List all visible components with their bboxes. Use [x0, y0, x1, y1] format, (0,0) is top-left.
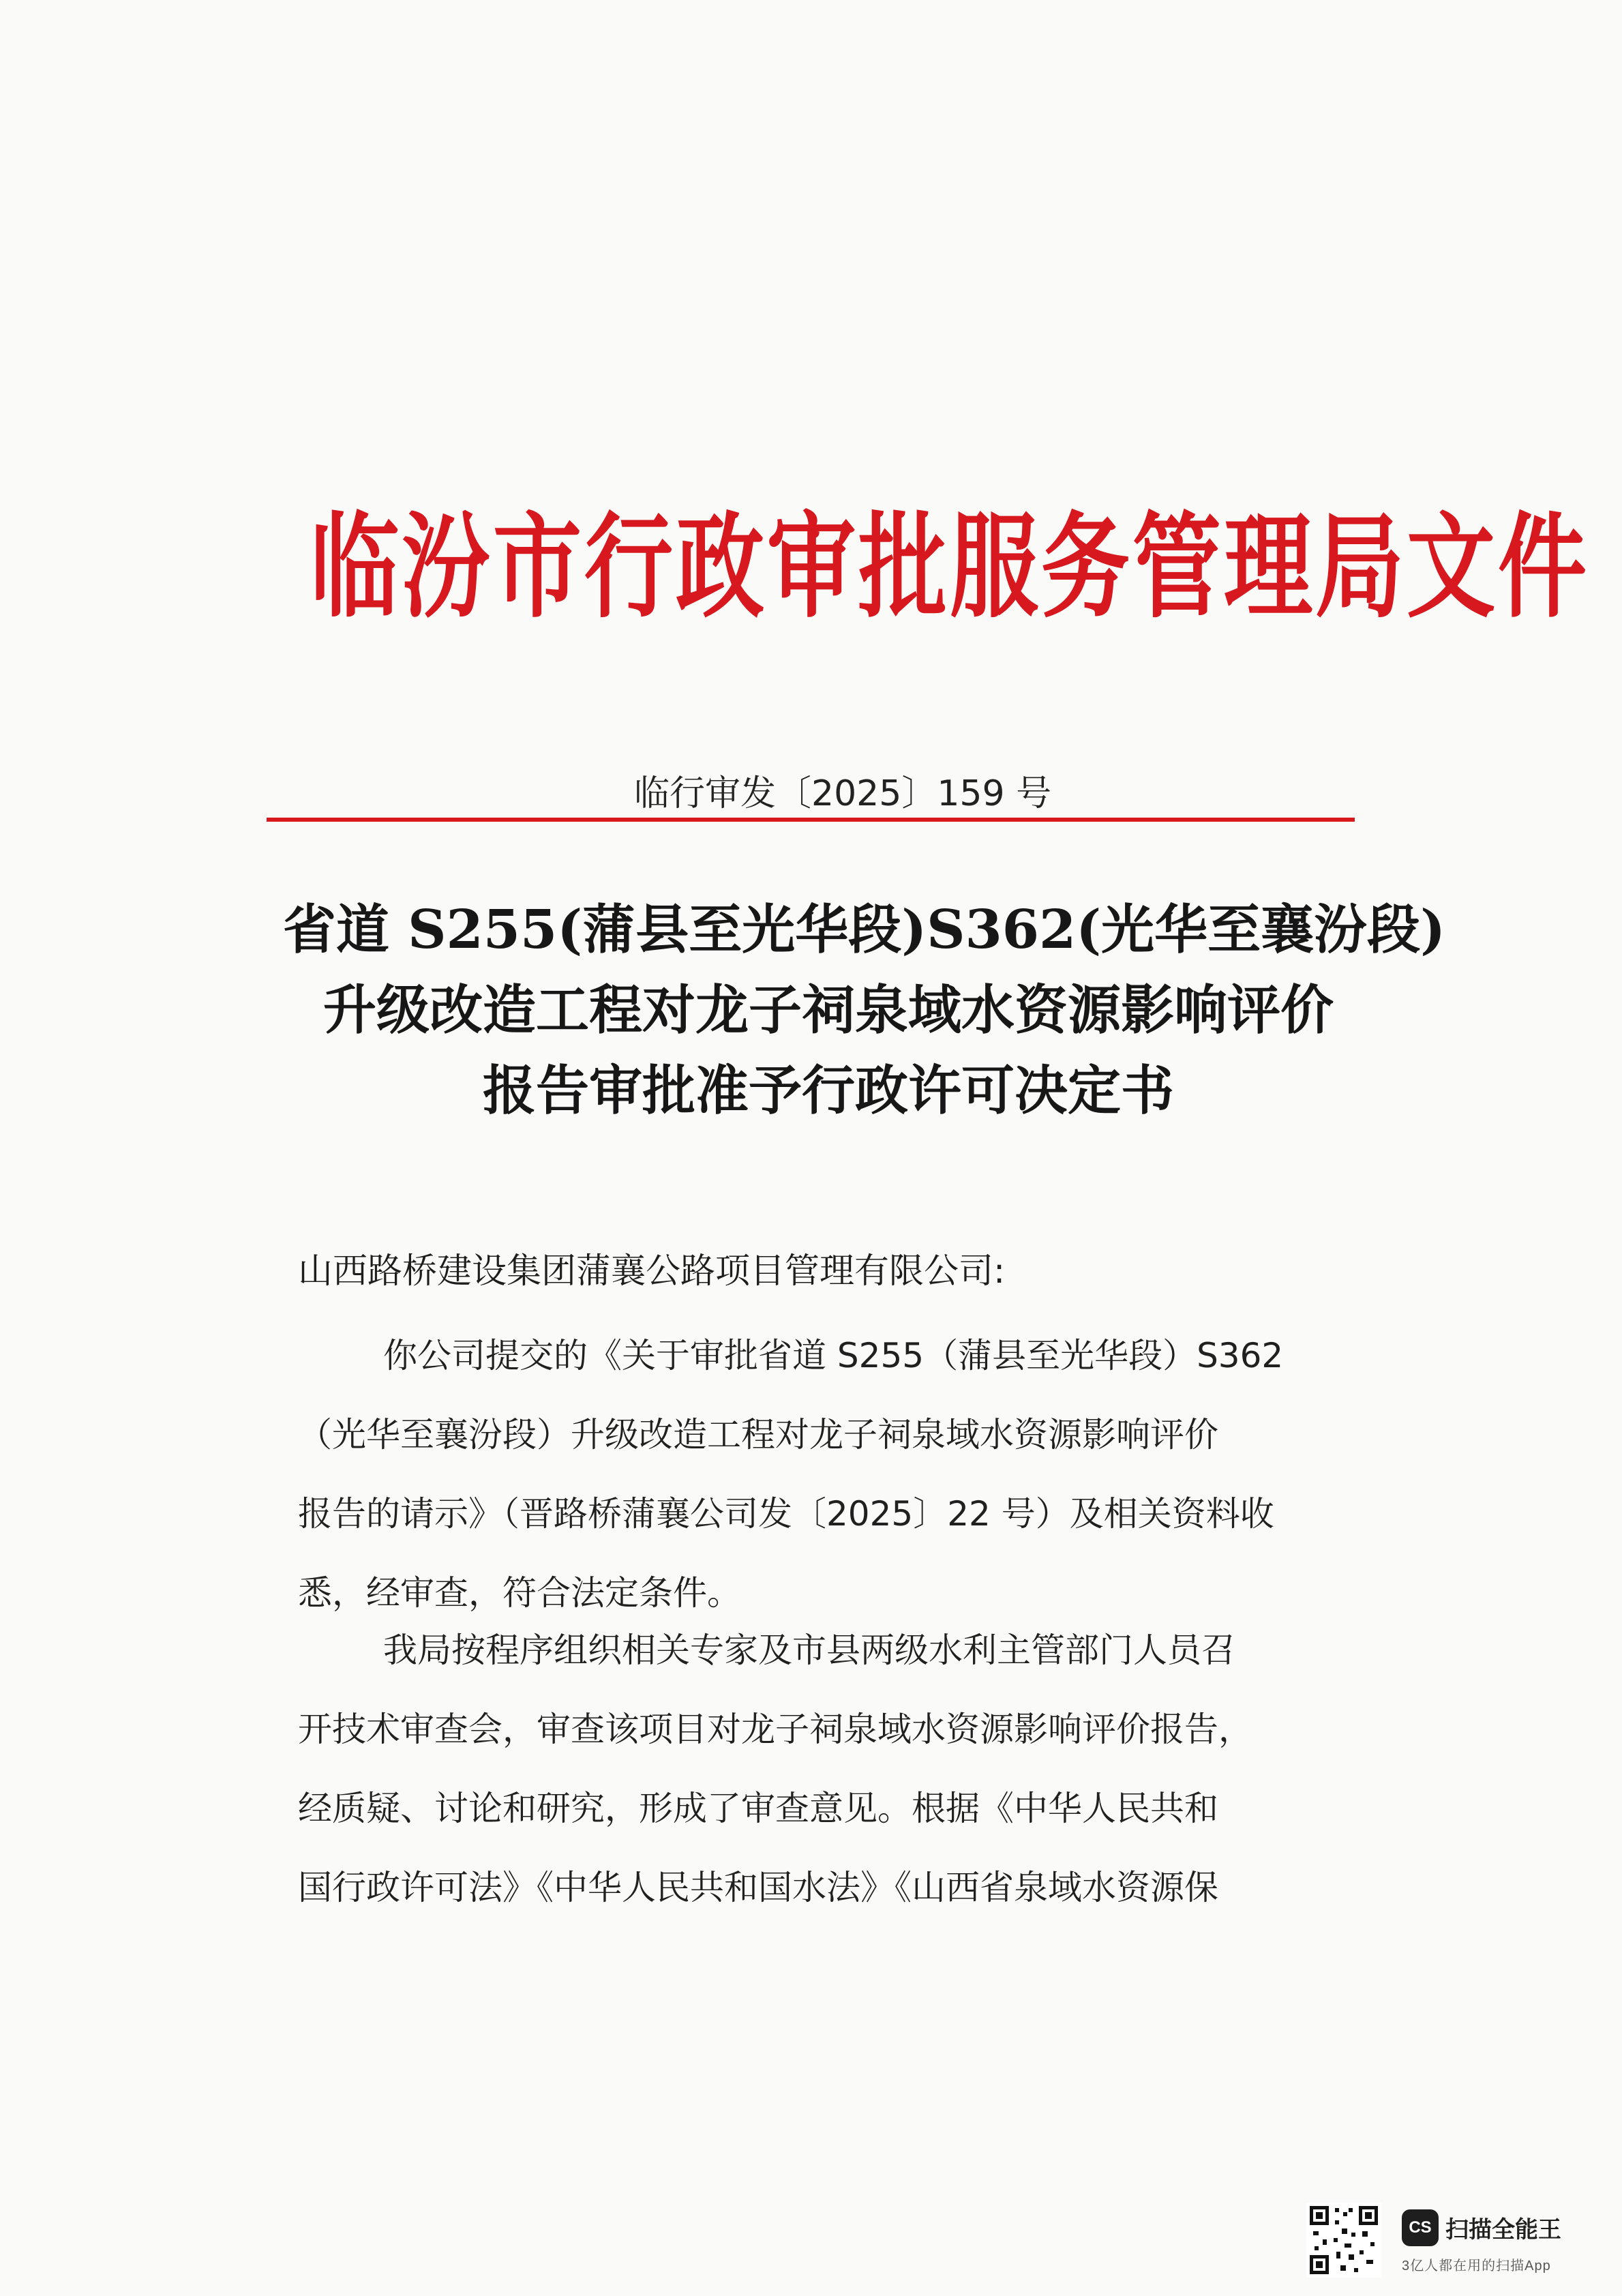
paragraph-2-line-3: 经质疑、讨论和研究，形成了审查意见。根据《中华人民共和	[298, 1789, 1218, 1828]
title-line-3: 报告审批准予行政许可决定书	[482, 1060, 1174, 1122]
issuer-title: 临汾市行政审批服务管理局文件	[310, 503, 1590, 631]
title-line-2: 升级改造工程对龙子祠泉域水资源影响评价	[322, 979, 1334, 1041]
scanner-brand-name: 扫描全能王	[1445, 2217, 1561, 2243]
paragraph-1	[298, 1316, 1362, 1632]
paragraph-1-line-3: 报告的请示》（晋路桥蒲襄公司发〔2025〕22 号）及相关资料收	[298, 1494, 1274, 1534]
title-line-1: 省道 S255(蒲县至光华段)S362(光华至襄汾段)	[283, 899, 1446, 961]
paragraph-2-line-4: 国行政许可法》《中华人民共和国水法》《山西省泉域水资源保	[298, 1868, 1218, 1907]
paragraph-2	[298, 1611, 1362, 1927]
document-title	[283, 890, 1446, 1131]
paragraph-1-line-4: 悉，经审查，符合法定条件。	[298, 1573, 741, 1613]
paragraph-1-line-1: 你公司提交的《关于审批省道 S255（蒲县至光华段）S362	[383, 1336, 1284, 1375]
document-number: 临行审发〔2025〕159 号	[634, 773, 1052, 814]
red-divider-line	[267, 818, 1355, 822]
paragraph-1-line-2: （光华至襄汾段）升级改造工程对龙子祠泉域水资源影响评价	[298, 1415, 1218, 1455]
paragraph-2-line-1: 我局按程序组织相关专家及市县两级水利主管部门人员召	[383, 1630, 1235, 1670]
scanner-watermark	[1306, 2203, 1593, 2278]
scanner-brand-tagline: 3亿人都在用的扫描App	[1402, 2258, 1551, 2273]
addressee: 山西路桥建设集团蒲襄公路项目管理有限公司:	[298, 1251, 1006, 1292]
paragraph-2-line-2: 开技术审查会，审查该项目对龙子祠泉域水资源影响评价报告，	[298, 1710, 1252, 1749]
qr-code-icon	[1306, 2203, 1381, 2278]
scanner-logo-icon: CS	[1402, 2209, 1439, 2246]
